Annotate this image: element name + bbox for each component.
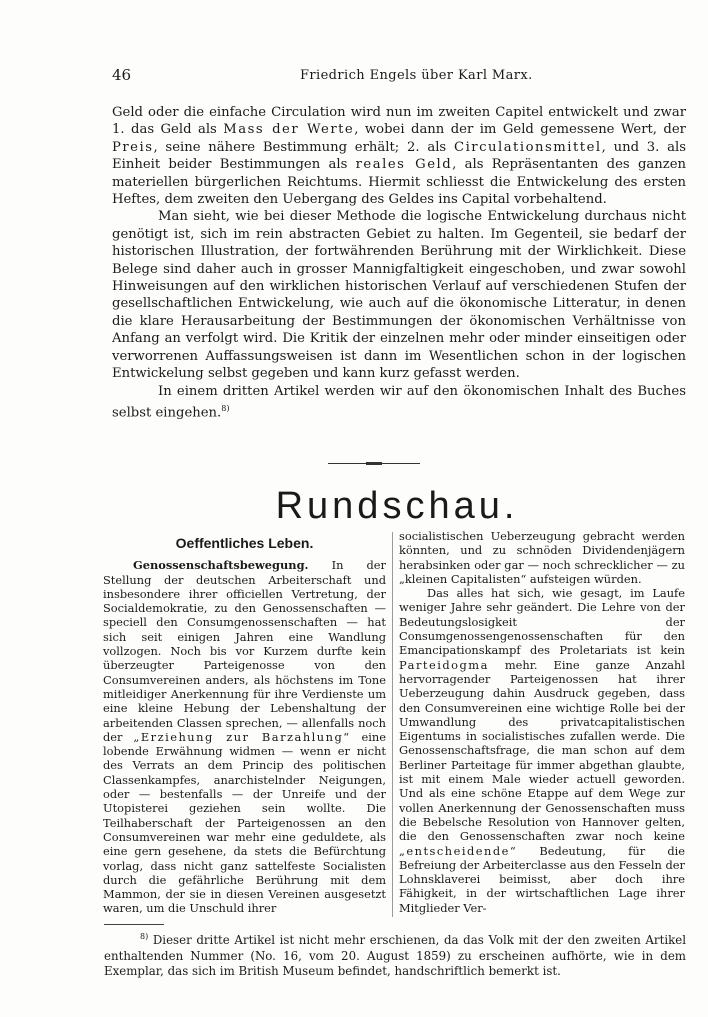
lead-term: Genossenschaftsbewegung. (133, 558, 309, 573)
left-column (103, 536, 386, 916)
page-header (112, 66, 686, 88)
text-run: mehr. Eine ganze Anzahl hervorragender Parteigenossen hat ihrer Ueberzeugung dahin Ausdruck gegeben, dass den Consumvereinen eine wichtige Rolle bei der Umwandlung des privatcapitalistischen Eigentums in socialistisches zufallen werde. Die Genossenschaftsfrage, die man schon auf dem Berliner Parteitage für immer abgethan glaubte, ist mit einem Male wieder actuell geworden. Und als eine schöne Etappe auf dem Wege zur vollen Anerkennung der Genossenschaften muss die Bebelsche Resolution von Hannover gelten, die den Genossenschaften zwar noch keine (399, 657, 685, 844)
body-paragraph (112, 383, 686, 422)
footnote (104, 929, 686, 980)
column-paragraph: socialistischen Ueberzeugung gebracht werden könnten, und zu schnöden Dividendenjägern herabsinken oder gar — noch schrecklicher — zu „kleinen Capitalisten“ aufsteigen würden. (399, 529, 685, 586)
text-run: , wobei dann der im Geld gemessene Wert, der (354, 122, 686, 138)
footnote-ref[interactable]: 8) (221, 403, 230, 413)
text-run: Das alles hat sich, wie gesagt, im Laufe weniger Jahre sehr geändert. Die Lehre von der Bedeutungslosigkeit der Consumgenossengenossenschaften für den Emancipationskampf des Proletariats ist kein (399, 586, 685, 658)
emphasis-text: Mass der Werte (223, 122, 355, 138)
text-run: , als Repräsentanten des ganzen materiellen bürgerlichen Reichtums. Hiermit schliesst die Entwickelung des ersten Heftes, dem zweiten den Uebergang des Geldes ins Capital vorbehaltend. (112, 157, 686, 208)
text-run: Dieser dritte Artikel ist nicht mehr erschienen, da das Volk mit der den zweiten Artikel enthaltenden Nummer (No. 16, vom 20. August 1859) zu erscheinen aufhörte, wie in dem Exemplar, das sich im British Museum befindet, handschriftlich bemerkt ist. (104, 932, 686, 979)
column-divider (392, 532, 393, 917)
text-run: , seine nähere Bestimmung erhält; 2. als (153, 139, 454, 155)
text-run: Bedeutung, für die Befreiung der Arbeiterclasse aus den Fesseln der Lohnsklaverei beimisst, aber doch ihre Fähigkeit, in der wirtschaftlichen Lage ihrer Mitglieder Ver- (399, 843, 685, 915)
text-run: Geld oder die einfache Circulation wird nun im zweiten Capitel entwickelt und zwar 1. das Geld als (112, 105, 686, 138)
text-run: , und 3. als Einheit beider Bestimmungen als (112, 139, 686, 173)
divider-ornament (366, 462, 382, 465)
body-paragraph (112, 104, 686, 208)
right-column (399, 529, 685, 915)
emphasis-text: Preis (112, 139, 154, 155)
emphasis-text: reales Geld (355, 157, 453, 173)
running-title: Friedrich Engels über Karl Marx. (300, 68, 533, 83)
column-subheading: Oeffentliches Leben. (175, 535, 314, 551)
footnote-text (104, 929, 686, 980)
column-paragraph (103, 558, 386, 915)
emphasis-text: „Erziehung zur Barzahlung“ (133, 729, 351, 744)
text-run: eine lobende Erwähnung widmen — wenn er nicht des Verrats an dem Princip des politischen Classenkampfes, anarchistelnder Neigungen, oder — bestenfalls — der Unreife und der Utopisterei geziehen sein wollte. Die Teilhaberschaft der Parteigenossen an den Consumvereinen war mehr eine geduldete, als eine gern gesehene, da stets die Befürchtung vorlag, dass nicht ganz sattelfeste Socialisten durch die gefährliche Berührung mit dem Mammon, der sie in diesen Vereinen ausgesetzt waren, um die Unschuld ihrer (103, 729, 386, 916)
body-paragraph: Man sieht, wie bei dieser Methode die logische Entwickelung durchaus nicht genötigt ist, sich im rein abstracten Gebiet zu halten. Im Gegenteil, sie bedarf der historischen Illustration, der fortwährenden Berührung mit der Wirklichkeit. Diese Belege sind daher auch in grosser Mannigfaltigkeit eingeschoben, und zwar sowohl Hinweisungen auf den wirklichen historischen Verlauf auf verschiedenen Stufen der gesellschaftlichen Entwickelung, wie auch auf die ökonomische Litteratur, in denen die klare Herausarbeitung der Bestimmungen der ökonomischen Verhältnisse von Anfang an verfolgt wird. Die Kritik der einzelnen mehr oder minder einseitigen oder verworrenen Auffassungsweisen ist dann im Wesentlichen schon in der logischen Entwickelung selbst gegeben und kann kurz gefasst werden. (112, 209, 686, 382)
article-body (112, 104, 686, 422)
text-run: In der Stellung der deutschen Arbeiterschaft und insbesondere ihrer officiellen Vertretung, der Socialdemokratie, zu den Genossenschaften — speciell den Consumgenossenschaften — hat sich seit einigen Jahren eine Wandlung vollzogen. Noch bis vor Kurzem durfte kein überzeugter Parteigenosse von den Consumvereinen anders, als höchstens im Tone mitleidiger Anerkennung für ihre Verdienste um eine kleine Hebung der Lebenshaltung der arbeitenden Classen sprechen, — allenfalls noch der (103, 558, 386, 744)
emphasis-text: Parteidogma (399, 657, 489, 672)
section-title: Rundschau. (275, 485, 519, 527)
footnote-rule (104, 924, 164, 925)
emphasis-text: „entscheidende“ (399, 843, 518, 858)
emphasis-text: Circulationsmittel (453, 139, 602, 155)
footnote-marker: 8) (140, 932, 149, 941)
page-number: 46 (112, 66, 132, 84)
text-run: In einem dritten Artikel werden wir auf den ökonomischen Inhalt des Buches selbst eingehen. (112, 383, 686, 421)
column-paragraph (399, 586, 685, 915)
section-divider (328, 462, 420, 466)
